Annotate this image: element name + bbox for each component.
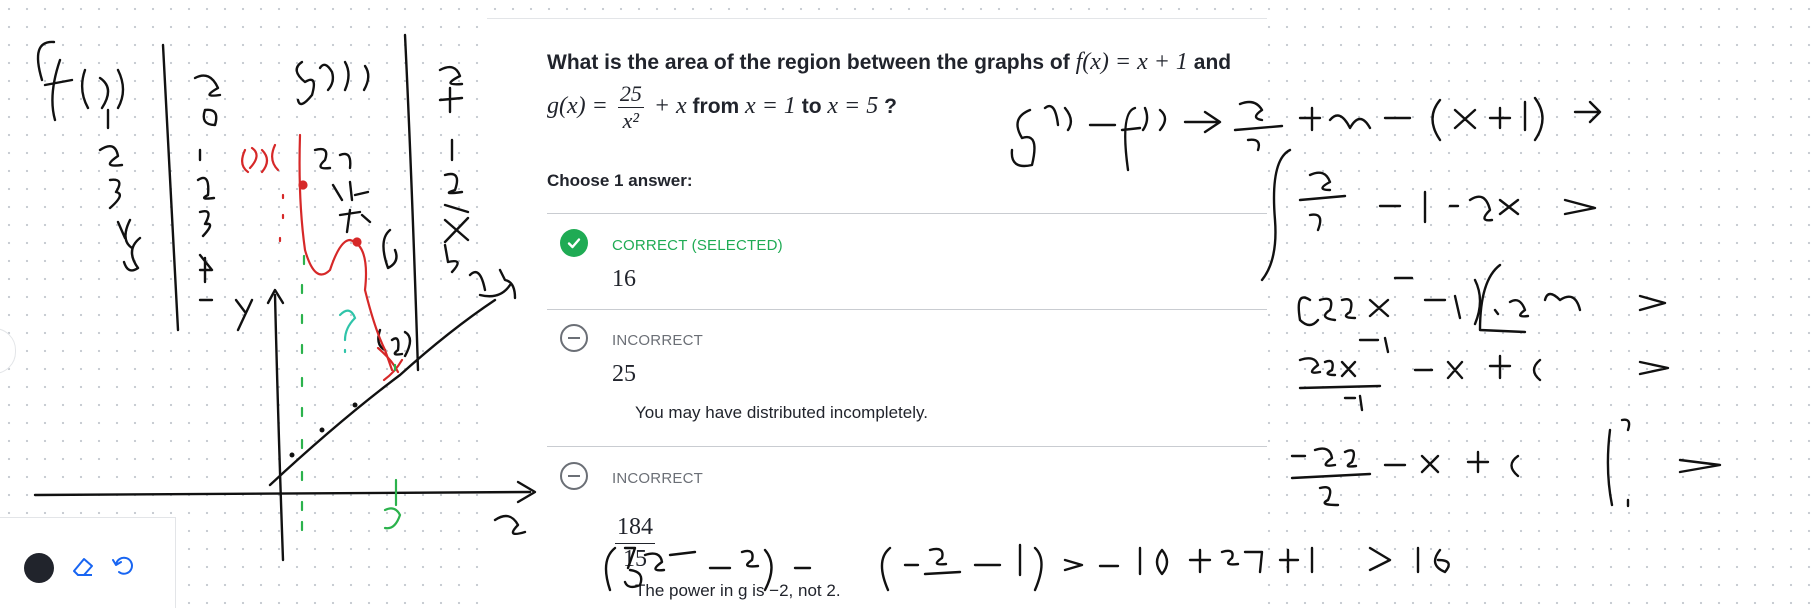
f-point [290, 453, 295, 458]
choice-value: 25 [612, 361, 636, 387]
x-col2-ink [440, 67, 468, 272]
step-2-ink [1300, 173, 1595, 230]
g-point [300, 182, 307, 189]
divider [547, 213, 1267, 214]
f-values-ink [100, 110, 140, 270]
choice-rationale: You may have distributed incompletely. [635, 403, 928, 422]
g-prefix: g(x) = [547, 93, 614, 120]
fraction-denominator: 15 [623, 546, 647, 572]
question-and: and [1187, 51, 1232, 74]
point-label-ink [378, 330, 410, 356]
side-panel-handle[interactable] [0, 328, 16, 374]
question-mark: ? [878, 95, 897, 119]
f-label-ink [45, 60, 123, 120]
choice-status: CORRECT (SELECTED) [612, 237, 783, 254]
g-values-ink [315, 149, 396, 268]
x-axis [35, 492, 530, 495]
minus-circle-icon [560, 324, 588, 352]
choice-rationale: The power in g is −2, not 2. [635, 581, 841, 600]
dashed-x1 [302, 256, 304, 530]
step-5-ink [1292, 420, 1720, 506]
g-denominator: x² [622, 108, 640, 133]
table-line [405, 35, 418, 370]
divider [547, 309, 1267, 310]
g-point-mark [378, 348, 402, 380]
question-line-2 [547, 81, 897, 134]
f-definition: f(x) = x + 1 [1075, 49, 1188, 75]
g-label-ink [297, 62, 369, 104]
choice-value: 16 [612, 266, 636, 292]
f-line [270, 300, 495, 485]
y-axis [275, 295, 283, 560]
eraser-icon[interactable] [70, 553, 96, 579]
mark-ink [1480, 265, 1525, 332]
g-fraction [618, 81, 644, 134]
five-label [385, 480, 400, 528]
g-point [354, 239, 361, 246]
choice-status: INCORRECT [612, 470, 703, 487]
question-from: from [686, 95, 746, 119]
table-line [163, 45, 178, 330]
step-4-ink [1300, 338, 1668, 410]
f-point [320, 428, 325, 433]
step-3-ink [1299, 278, 1665, 325]
question-prefix: What is the area of the region between the graphs of [547, 51, 1076, 74]
y-arrow [268, 290, 283, 303]
upper-bound: x = 5 [827, 93, 879, 120]
g-suffix: + x [647, 93, 687, 120]
dotted-red [280, 195, 283, 241]
fraction-numerator: 184 [615, 514, 655, 544]
choice-value-fraction [615, 514, 655, 573]
question-card [487, 18, 1267, 608]
x-values-ink [198, 150, 214, 282]
x-col-ink [195, 76, 220, 125]
question-line-1 [547, 47, 1231, 78]
step-1b-ink [1235, 98, 1600, 150]
choose-label: Choose 1 answer: [547, 171, 693, 190]
drawing-toolbar [0, 517, 176, 608]
check-icon [560, 229, 588, 257]
f-point [353, 403, 358, 408]
divider [547, 446, 1267, 447]
g-numerator: 25 [619, 81, 642, 106]
question-to: to [795, 95, 828, 119]
choice-status: INCORRECT [612, 332, 703, 349]
g-label-red [242, 145, 278, 172]
pen-color-icon[interactable] [24, 553, 54, 583]
y-label-ink [200, 300, 252, 330]
question-mark-teal [340, 311, 355, 352]
lower-bound: x = 1 [745, 93, 796, 120]
g-curve [300, 135, 392, 370]
f-hook-ink [38, 42, 54, 80]
undo-icon[interactable] [110, 553, 136, 579]
minus-circle-icon [560, 462, 588, 490]
